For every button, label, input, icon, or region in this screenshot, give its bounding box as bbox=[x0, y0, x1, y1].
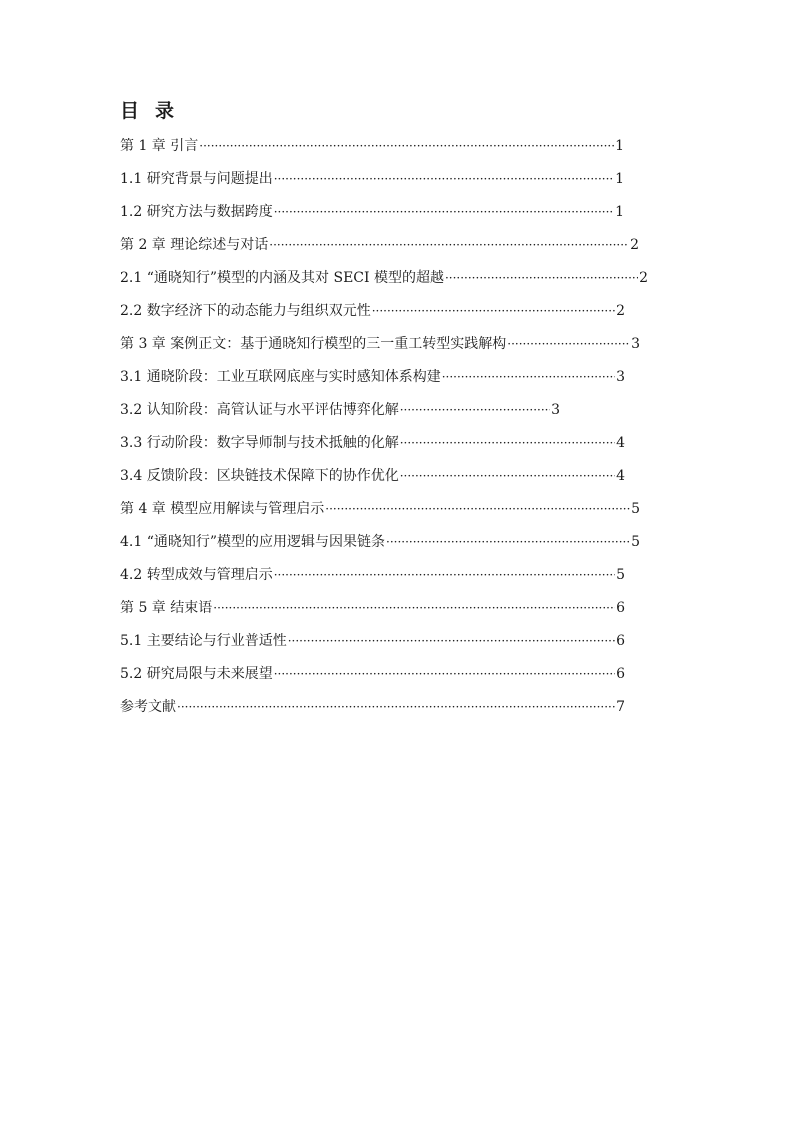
toc-entry[interactable] bbox=[120, 333, 640, 355]
toc-title-part1: 目 bbox=[120, 100, 140, 122]
toc-entry-label: 参考文献 bbox=[120, 699, 176, 715]
toc-title bbox=[120, 96, 174, 123]
toc-leader-dots bbox=[507, 337, 630, 351]
toc-entry-page-number: 6 bbox=[616, 666, 625, 682]
toc-entry-page-number: 6 bbox=[616, 600, 625, 616]
toc-entry-page-number: 2 bbox=[639, 270, 648, 286]
toc-entry-page-number: 1 bbox=[615, 171, 624, 187]
toc-entry-label: 3.2 认知阶段：高管认证与水平评估博弈化解 bbox=[120, 402, 399, 418]
toc-leader-dots bbox=[177, 700, 615, 714]
toc-leader-dots bbox=[442, 370, 615, 384]
toc-entry-label: 1.2 研究方法与数据跨度 bbox=[120, 204, 273, 220]
toc-entry[interactable] bbox=[120, 663, 625, 685]
toc-entry-label: 第 2 章 理论综述与对话 bbox=[120, 237, 269, 253]
toc-entry[interactable] bbox=[120, 300, 625, 322]
toc-leader-dots bbox=[213, 601, 615, 615]
toc-entry-page-number: 6 bbox=[616, 633, 625, 649]
toc-entry-label: 3.3 行动阶段：数字导师制与技术抵触的化解 bbox=[120, 435, 399, 451]
toc-leader-dots bbox=[400, 469, 615, 483]
toc-entry-label: 5.1 主要结论与行业普适性 bbox=[120, 633, 287, 649]
toc-leader-dots bbox=[325, 502, 630, 516]
toc-entry-page-number: 5 bbox=[616, 567, 625, 583]
toc-entry-page-number: 3 bbox=[616, 369, 625, 385]
toc-leader-dots bbox=[386, 535, 630, 549]
toc-leader-dots bbox=[288, 634, 615, 648]
toc-entry[interactable] bbox=[120, 135, 624, 157]
toc-entry-page-number: 7 bbox=[616, 699, 625, 715]
toc-entry-page-number: 5 bbox=[631, 501, 640, 517]
toc-entry-page-number: 2 bbox=[616, 303, 625, 319]
toc-leader-dots bbox=[274, 205, 614, 219]
toc-entry-label: 3.4 反馈阶段：区块链技术保障下的协作优化 bbox=[120, 468, 399, 484]
toc-leader-dots bbox=[400, 436, 615, 450]
toc-title-part2: 录 bbox=[155, 100, 175, 122]
toc-entry-label: 1.1 研究背景与问题提出 bbox=[120, 171, 273, 187]
toc-entry-page-number: 4 bbox=[616, 435, 625, 451]
toc-leader-dots bbox=[400, 403, 550, 417]
toc-entry-label: 第 5 章 结束语 bbox=[120, 600, 213, 616]
toc-entry-label: 4.2 转型成效与管理启示 bbox=[120, 567, 273, 583]
toc-entry[interactable] bbox=[120, 696, 625, 718]
toc-entry-page-number: 3 bbox=[631, 336, 640, 352]
toc-entry[interactable] bbox=[120, 168, 624, 190]
toc-leader-dots bbox=[372, 304, 615, 318]
toc-entry[interactable] bbox=[120, 234, 639, 256]
toc-entry-page-number: 4 bbox=[616, 468, 625, 484]
toc-entry[interactable] bbox=[120, 432, 625, 454]
toc-leader-dots bbox=[445, 271, 638, 285]
toc-entry[interactable] bbox=[120, 465, 625, 487]
toc-entry[interactable] bbox=[120, 399, 560, 421]
toc-entry-label: 5.2 研究局限与未来展望 bbox=[120, 666, 273, 682]
toc-entry-page-number: 3 bbox=[551, 402, 560, 418]
toc-leader-dots bbox=[274, 568, 615, 582]
toc-entry[interactable] bbox=[120, 201, 624, 223]
toc-entry[interactable] bbox=[120, 366, 625, 388]
toc-entry[interactable] bbox=[120, 267, 648, 289]
toc-entry-label: 第 3 章 案例正文：基于通晓知行模型的三一重工转型实践解构 bbox=[120, 336, 507, 352]
toc-entry[interactable] bbox=[120, 564, 625, 586]
toc-leader-dots bbox=[274, 667, 615, 681]
toc-leader-dots bbox=[274, 172, 614, 186]
toc-entry-label: 2.2 数字经济下的动态能力与组织双元性 bbox=[120, 303, 371, 319]
toc-entry-label: 4.1 “通晓知行”模型的应用逻辑与因果链条 bbox=[120, 534, 386, 550]
toc-entry-page-number: 1 bbox=[615, 138, 624, 154]
toc-entry[interactable] bbox=[120, 597, 625, 619]
toc-entry[interactable] bbox=[120, 630, 625, 652]
toc-leader-dots bbox=[269, 238, 629, 252]
toc-entry-label: 3.1 通晓阶段：工业互联网底座与实时感知体系构建 bbox=[120, 369, 441, 385]
toc-entry-label: 第 1 章 引言 bbox=[120, 138, 199, 154]
toc-entry-page-number: 5 bbox=[631, 534, 640, 550]
toc-entry-label: 2.1 “通晓知行”模型的内涵及其对 SECI 模型的超越 bbox=[120, 270, 444, 286]
toc-leader-dots bbox=[199, 139, 614, 153]
toc-entry[interactable] bbox=[120, 531, 640, 553]
toc-entry-page-number: 1 bbox=[615, 204, 624, 220]
toc-entry-label: 第 4 章 模型应用解读与管理启示 bbox=[120, 501, 325, 517]
toc-entry[interactable] bbox=[120, 498, 640, 520]
toc-entry-page-number: 2 bbox=[630, 237, 639, 253]
